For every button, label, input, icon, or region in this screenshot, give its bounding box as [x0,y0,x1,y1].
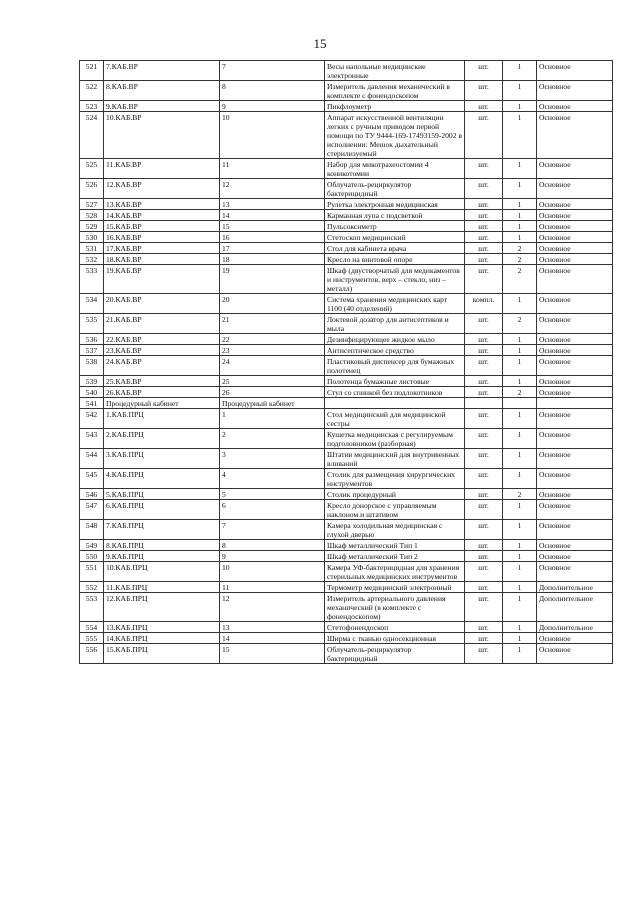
unit-cell: шт. [465,540,503,551]
item-name-cell: Рулетка электронная медицинская [325,199,465,210]
quantity-cell: 1 [503,81,537,101]
category-cell: Основное [537,179,613,199]
item-name-cell: Стетофонендоскоп [325,622,465,633]
item-code-cell: 7.КАБ.ВР [104,61,220,81]
position-cell: 8 [220,540,325,551]
unit-cell: шт. [465,449,503,469]
unit-cell: шт. [465,61,503,81]
table-row [80,633,613,644]
table-row [80,398,613,409]
quantity-cell: 1 [503,159,537,179]
item-code-cell: 11.КАБ.ВР [104,159,220,179]
row-number-cell: 528 [80,210,104,221]
quantity-cell: 2 [503,243,537,254]
row-number-cell: 542 [80,409,104,429]
row-number-cell: 521 [80,61,104,81]
item-code-cell: 1.КАБ.ПРЦ [104,409,220,429]
table-row [80,520,613,540]
unit-cell: шт. [465,593,503,622]
item-name-cell: Кушетка медицинская с регулируемым подголовником (разборная) [325,429,465,449]
table-row [80,551,613,562]
table-row [80,314,613,334]
position-cell: 7 [220,61,325,81]
row-number-cell: 535 [80,314,104,334]
position-cell: 12 [220,593,325,622]
item-code-cell: 5.КАБ.ПРЦ [104,489,220,500]
quantity-cell: 1 [503,199,537,210]
position-cell: 21 [220,314,325,334]
quantity-cell: 1 [503,644,537,664]
equipment-table [79,60,613,664]
table-row [80,644,613,664]
table-row [80,294,613,314]
table-row [80,254,613,265]
category-cell: Основное [537,294,613,314]
item-code-cell: 12.КАБ.ПРЦ [104,593,220,622]
table-row [80,179,613,199]
item-name-cell: Штатив медицинский для внутривенных вливаний [325,449,465,469]
unit-cell: шт. [465,622,503,633]
category-cell: Основное [537,199,613,210]
unit-cell: шт. [465,81,503,101]
item-name-cell: Камера УФ-бактерицидная для хранения стерильных медицинских инструментов [325,562,465,582]
unit-cell: шт. [465,489,503,500]
position-cell: 16 [220,232,325,243]
position-cell: 15 [220,221,325,232]
position-cell: 1 [220,409,325,429]
item-name-cell: Облучатель-рециркулятор бактерицидный [325,644,465,664]
position-cell: 25 [220,376,325,387]
item-name-cell: Шкаф (двустворчатый для медикаментов и инструментов, верх – стекло, низ – металл) [325,265,465,294]
item-code-cell: 21.КАБ.ВР [104,314,220,334]
item-name-cell: Камера холодильная медицинская с глухой дверью [325,520,465,540]
item-name-cell: Столик процедурный [325,489,465,500]
position-cell: 2 [220,429,325,449]
quantity-cell: 1 [503,429,537,449]
unit-cell: шт. [465,520,503,540]
item-name-cell: Столик для размещения хирургических инструментов [325,469,465,489]
row-number-cell: 531 [80,243,104,254]
category-cell: Основное [537,221,613,232]
quantity-cell: 1 [503,540,537,551]
row-number-cell: 526 [80,179,104,199]
unit-cell: шт. [465,221,503,232]
item-code-cell: 10.КАБ.ВР [104,112,220,159]
position-cell: 24 [220,356,325,376]
category-cell: Основное [537,551,613,562]
row-number-cell: 541 [80,398,104,409]
position-cell: 9 [220,101,325,112]
category-cell: Основное [537,376,613,387]
category-cell: Основное [537,356,613,376]
quantity-cell: 2 [503,489,537,500]
category-cell: Основное [537,159,613,179]
item-code-cell: 8.КАБ.ПРЦ [104,540,220,551]
row-number-cell: 547 [80,500,104,520]
category-cell: Основное [537,500,613,520]
position-cell: 26 [220,387,325,398]
row-number-cell: 533 [80,265,104,294]
item-code-cell: 8.КАБ.ВР [104,81,220,101]
table-row [80,101,613,112]
row-number-cell: 546 [80,489,104,500]
item-code-cell: 14.КАБ.ВР [104,210,220,221]
unit-cell: шт. [465,429,503,449]
table-row [80,232,613,243]
position-cell: 17 [220,243,325,254]
unit-cell: шт. [465,159,503,179]
unit-cell: шт. [465,334,503,345]
unit-cell: шт. [465,376,503,387]
item-name-cell: Облучатель-рециркулятор бактерицидный [325,179,465,199]
unit-cell: шт. [465,265,503,294]
page-number: 15 [313,36,327,51]
category-cell: Основное [537,232,613,243]
item-name-cell: Ширма с тканью односекционная [325,633,465,644]
item-name-cell: Пикфлоуметр [325,101,465,112]
quantity-cell: 1 [503,449,537,469]
quantity-cell: 1 [503,179,537,199]
position-cell: 11 [220,582,325,593]
quantity-cell: 1 [503,409,537,429]
unit-cell: шт. [465,112,503,159]
category-cell: Дополнительное [537,622,613,633]
table-row [80,387,613,398]
row-number-cell: 537 [80,345,104,356]
row-number-cell: 532 [80,254,104,265]
unit-cell: шт. [465,469,503,489]
category-cell: Основное [537,633,613,644]
quantity-cell: 1 [503,593,537,622]
position-cell: 18 [220,254,325,265]
category-cell: Основное [537,265,613,294]
item-code-cell: 15.КАБ.ВР [104,221,220,232]
quantity-cell: 1 [503,232,537,243]
item-code-cell: 26.КАБ.ВР [104,387,220,398]
item-code-cell: 18.КАБ.ВР [104,254,220,265]
table-row [80,562,613,582]
item-name-cell: Весы напольные медицинские электронные [325,61,465,81]
item-name-cell: Термометр медицинский электронный [325,582,465,593]
unit-cell: шт. [465,179,503,199]
item-name-cell: Пластиковый диспенсер для бумажных полотенец [325,356,465,376]
table-row [80,159,613,179]
category-cell: Основное [537,489,613,500]
category-cell: Основное [537,61,613,81]
quantity-cell: 1 [503,334,537,345]
item-name-cell: Кресло донорское с управляемым наклоном и штативом [325,500,465,520]
item-name-cell: Шкаф металлический Тип 1 [325,540,465,551]
table-row [80,210,613,221]
category-cell: Основное [537,81,613,101]
row-number-cell: 536 [80,334,104,345]
category-cell: Дополнительное [537,582,613,593]
position-cell: 7 [220,520,325,540]
item-code-cell: 16.КАБ.ВР [104,232,220,243]
item-code-cell: 17.КАБ.ВР [104,243,220,254]
item-code-cell: 4.КАБ.ПРЦ [104,469,220,489]
table-row [80,540,613,551]
row-number-cell: 524 [80,112,104,159]
category-cell: Основное [537,112,613,159]
item-code-cell: 22.КАБ.ВР [104,334,220,345]
row-number-cell: 540 [80,387,104,398]
unit-cell: шт. [465,210,503,221]
item-code-cell: 12.КАБ.ВР [104,179,220,199]
unit-cell: шт. [465,356,503,376]
category-cell: Основное [537,334,613,345]
quantity-cell: 1 [503,61,537,81]
table-row [80,265,613,294]
quantity-cell: 2 [503,265,537,294]
table-row [80,429,613,449]
quantity-cell: 1 [503,500,537,520]
unit-cell: шт. [465,232,503,243]
row-number-cell: 544 [80,449,104,469]
quantity-cell: 1 [503,582,537,593]
row-number-cell: 553 [80,593,104,622]
position-cell: 13 [220,199,325,210]
category-cell: Основное [537,449,613,469]
position-cell: 6 [220,500,325,520]
item-code-cell: 19.КАБ.ВР [104,265,220,294]
row-number-cell: 529 [80,221,104,232]
item-code-cell: 2.КАБ.ПРЦ [104,429,220,449]
position-cell: 3 [220,449,325,469]
item-name-cell: Набор для микотрахеостомии 4 коникотомии [325,159,465,179]
position-cell: 20 [220,294,325,314]
table-row [80,409,613,429]
quantity-cell: 2 [503,254,537,265]
table-row [80,500,613,520]
unit-cell: компл. [465,294,503,314]
category-cell: Основное [537,520,613,540]
item-code-cell: 20.КАБ.ВР [104,294,220,314]
row-number-cell: 549 [80,540,104,551]
item-name-cell: Стул со спинкой без подлокотников [325,387,465,398]
quantity-cell: 1 [503,210,537,221]
row-number-cell: 522 [80,81,104,101]
table-row [80,449,613,469]
table-row [80,345,613,356]
unit-cell: шт. [465,345,503,356]
quantity-cell: 1 [503,345,537,356]
row-number-cell: 538 [80,356,104,376]
category-cell: Основное [537,429,613,449]
row-number-cell: 539 [80,376,104,387]
quantity-cell: 1 [503,294,537,314]
quantity-cell: 1 [503,101,537,112]
item-code-cell: 6.КАБ.ПРЦ [104,500,220,520]
item-code-cell: 10.КАБ.ПРЦ [104,562,220,582]
position-cell: 14 [220,210,325,221]
item-code-cell: 7.КАБ.ПРЦ [104,520,220,540]
table-row [80,243,613,254]
category-cell: Основное [537,409,613,429]
row-number-cell: 556 [80,644,104,664]
item-name-cell: Дезинфицирующее жидкое мыло [325,334,465,345]
row-number-cell: 551 [80,562,104,582]
item-name-cell: Карманная лупа с подсветкой [325,210,465,221]
position-cell: 8 [220,81,325,101]
table-row [80,199,613,210]
unit-cell: шт. [465,644,503,664]
item-code-cell: 25.КАБ.ВР [104,376,220,387]
position-cell: Процедурный кабинет [220,398,325,409]
item-name-cell: Полотенца бумажные листовые [325,376,465,387]
item-name-cell: Измеритель артериального давления механический (в комплекте с фонендоскопом) [325,593,465,622]
unit-cell: шт. [465,633,503,644]
position-cell: 10 [220,562,325,582]
unit-cell: шт. [465,387,503,398]
position-cell: 22 [220,334,325,345]
position-cell: 10 [220,112,325,159]
equipment-table-body [80,61,613,664]
quantity-cell: 1 [503,622,537,633]
quantity-cell: 2 [503,387,537,398]
quantity-cell: 1 [503,562,537,582]
unit-cell: шт. [465,314,503,334]
position-cell: 15 [220,644,325,664]
table-row [80,61,613,81]
table-row [80,593,613,622]
unit-cell: шт. [465,199,503,210]
quantity-cell: 1 [503,520,537,540]
unit-cell: шт. [465,562,503,582]
unit-cell: шт. [465,582,503,593]
item-name-cell: Пульсоксиметр [325,221,465,232]
position-cell: 14 [220,633,325,644]
item-code-cell: 13.КАБ.ВР [104,199,220,210]
unit-cell: шт. [465,101,503,112]
position-cell: 12 [220,179,325,199]
unit-cell: шт. [465,409,503,429]
category-cell: Основное [537,387,613,398]
row-number-cell: 545 [80,469,104,489]
unit-cell: шт. [465,500,503,520]
item-code-cell: 11.КАБ.ПРЦ [104,582,220,593]
row-number-cell: 543 [80,429,104,449]
item-name-cell: Стол медицинский для медицинской сестры [325,409,465,429]
quantity-cell: 1 [503,356,537,376]
item-name-cell: Антисептическое средство [325,345,465,356]
category-cell: Основное [537,254,613,265]
category-cell: Основное [537,243,613,254]
category-cell: Основное [537,314,613,334]
category-cell: Основное [537,562,613,582]
row-number-cell: 548 [80,520,104,540]
row-number-cell: 555 [80,633,104,644]
category-cell: Основное [537,540,613,551]
table-row [80,376,613,387]
row-number-cell: 525 [80,159,104,179]
item-name-cell: Стол для кабинета врача [325,243,465,254]
category-cell [537,398,613,409]
position-cell: 4 [220,469,325,489]
table-row [80,582,613,593]
category-cell: Дополнительное [537,593,613,622]
quantity-cell: 1 [503,551,537,562]
item-code-cell: 14.КАБ.ПРЦ [104,633,220,644]
item-name-cell [325,398,465,409]
quantity-cell: 2 [503,314,537,334]
item-name-cell: Стетоскоп медицинский [325,232,465,243]
row-number-cell: 523 [80,101,104,112]
item-code-cell: 9.КАБ.ПРЦ [104,551,220,562]
quantity-cell [503,398,537,409]
position-cell: 9 [220,551,325,562]
table-row [80,221,613,232]
item-name-cell: Система хранения медицинских карт 1100 (40 отделений) [325,294,465,314]
quantity-cell: 1 [503,112,537,159]
item-code-cell: 9.КАБ.ВР [104,101,220,112]
table-row [80,622,613,633]
position-cell: 5 [220,489,325,500]
quantity-cell: 1 [503,221,537,232]
item-code-cell: Процедурный кабинет [104,398,220,409]
item-name-cell: Шкаф металлический Тип 2 [325,551,465,562]
table-row [80,334,613,345]
item-name-cell: Кресло на винтовой опоре [325,254,465,265]
category-cell: Основное [537,345,613,356]
quantity-cell: 1 [503,376,537,387]
position-cell: 13 [220,622,325,633]
category-cell: Основное [537,101,613,112]
row-number-cell: 554 [80,622,104,633]
position-cell: 11 [220,159,325,179]
quantity-cell: 1 [503,633,537,644]
item-code-cell: 24.КАБ.ВР [104,356,220,376]
unit-cell: шт. [465,254,503,265]
item-code-cell: 23.КАБ.ВР [104,345,220,356]
table-row [80,489,613,500]
unit-cell: шт. [465,551,503,562]
item-name-cell: Локтевой дозатор для антисептиков и мыла [325,314,465,334]
row-number-cell: 552 [80,582,104,593]
item-code-cell: 15.КАБ.ПРЦ [104,644,220,664]
row-number-cell: 550 [80,551,104,562]
unit-cell: шт. [465,243,503,254]
row-number-cell: 534 [80,294,104,314]
table-row [80,112,613,159]
item-name-cell: Измеритель давления механический в комплекте с фонендоскопом [325,81,465,101]
quantity-cell: 1 [503,469,537,489]
category-cell: Основное [537,210,613,221]
table-row [80,81,613,101]
item-code-cell: 3.КАБ.ПРЦ [104,449,220,469]
unit-cell [465,398,503,409]
category-cell: Основное [537,644,613,664]
table-row [80,356,613,376]
item-code-cell: 13.КАБ.ПРЦ [104,622,220,633]
row-number-cell: 527 [80,199,104,210]
category-cell: Основное [537,469,613,489]
item-name-cell: Аппарат искусственной вентиляции легких с ручным приводом первой помощи по ТУ 9444-169-17493159-2002 в исполнении: Мешок дыхательный стерилизуемый [325,112,465,159]
position-cell: 19 [220,265,325,294]
table-row [80,469,613,489]
position-cell: 23 [220,345,325,356]
row-number-cell: 530 [80,232,104,243]
